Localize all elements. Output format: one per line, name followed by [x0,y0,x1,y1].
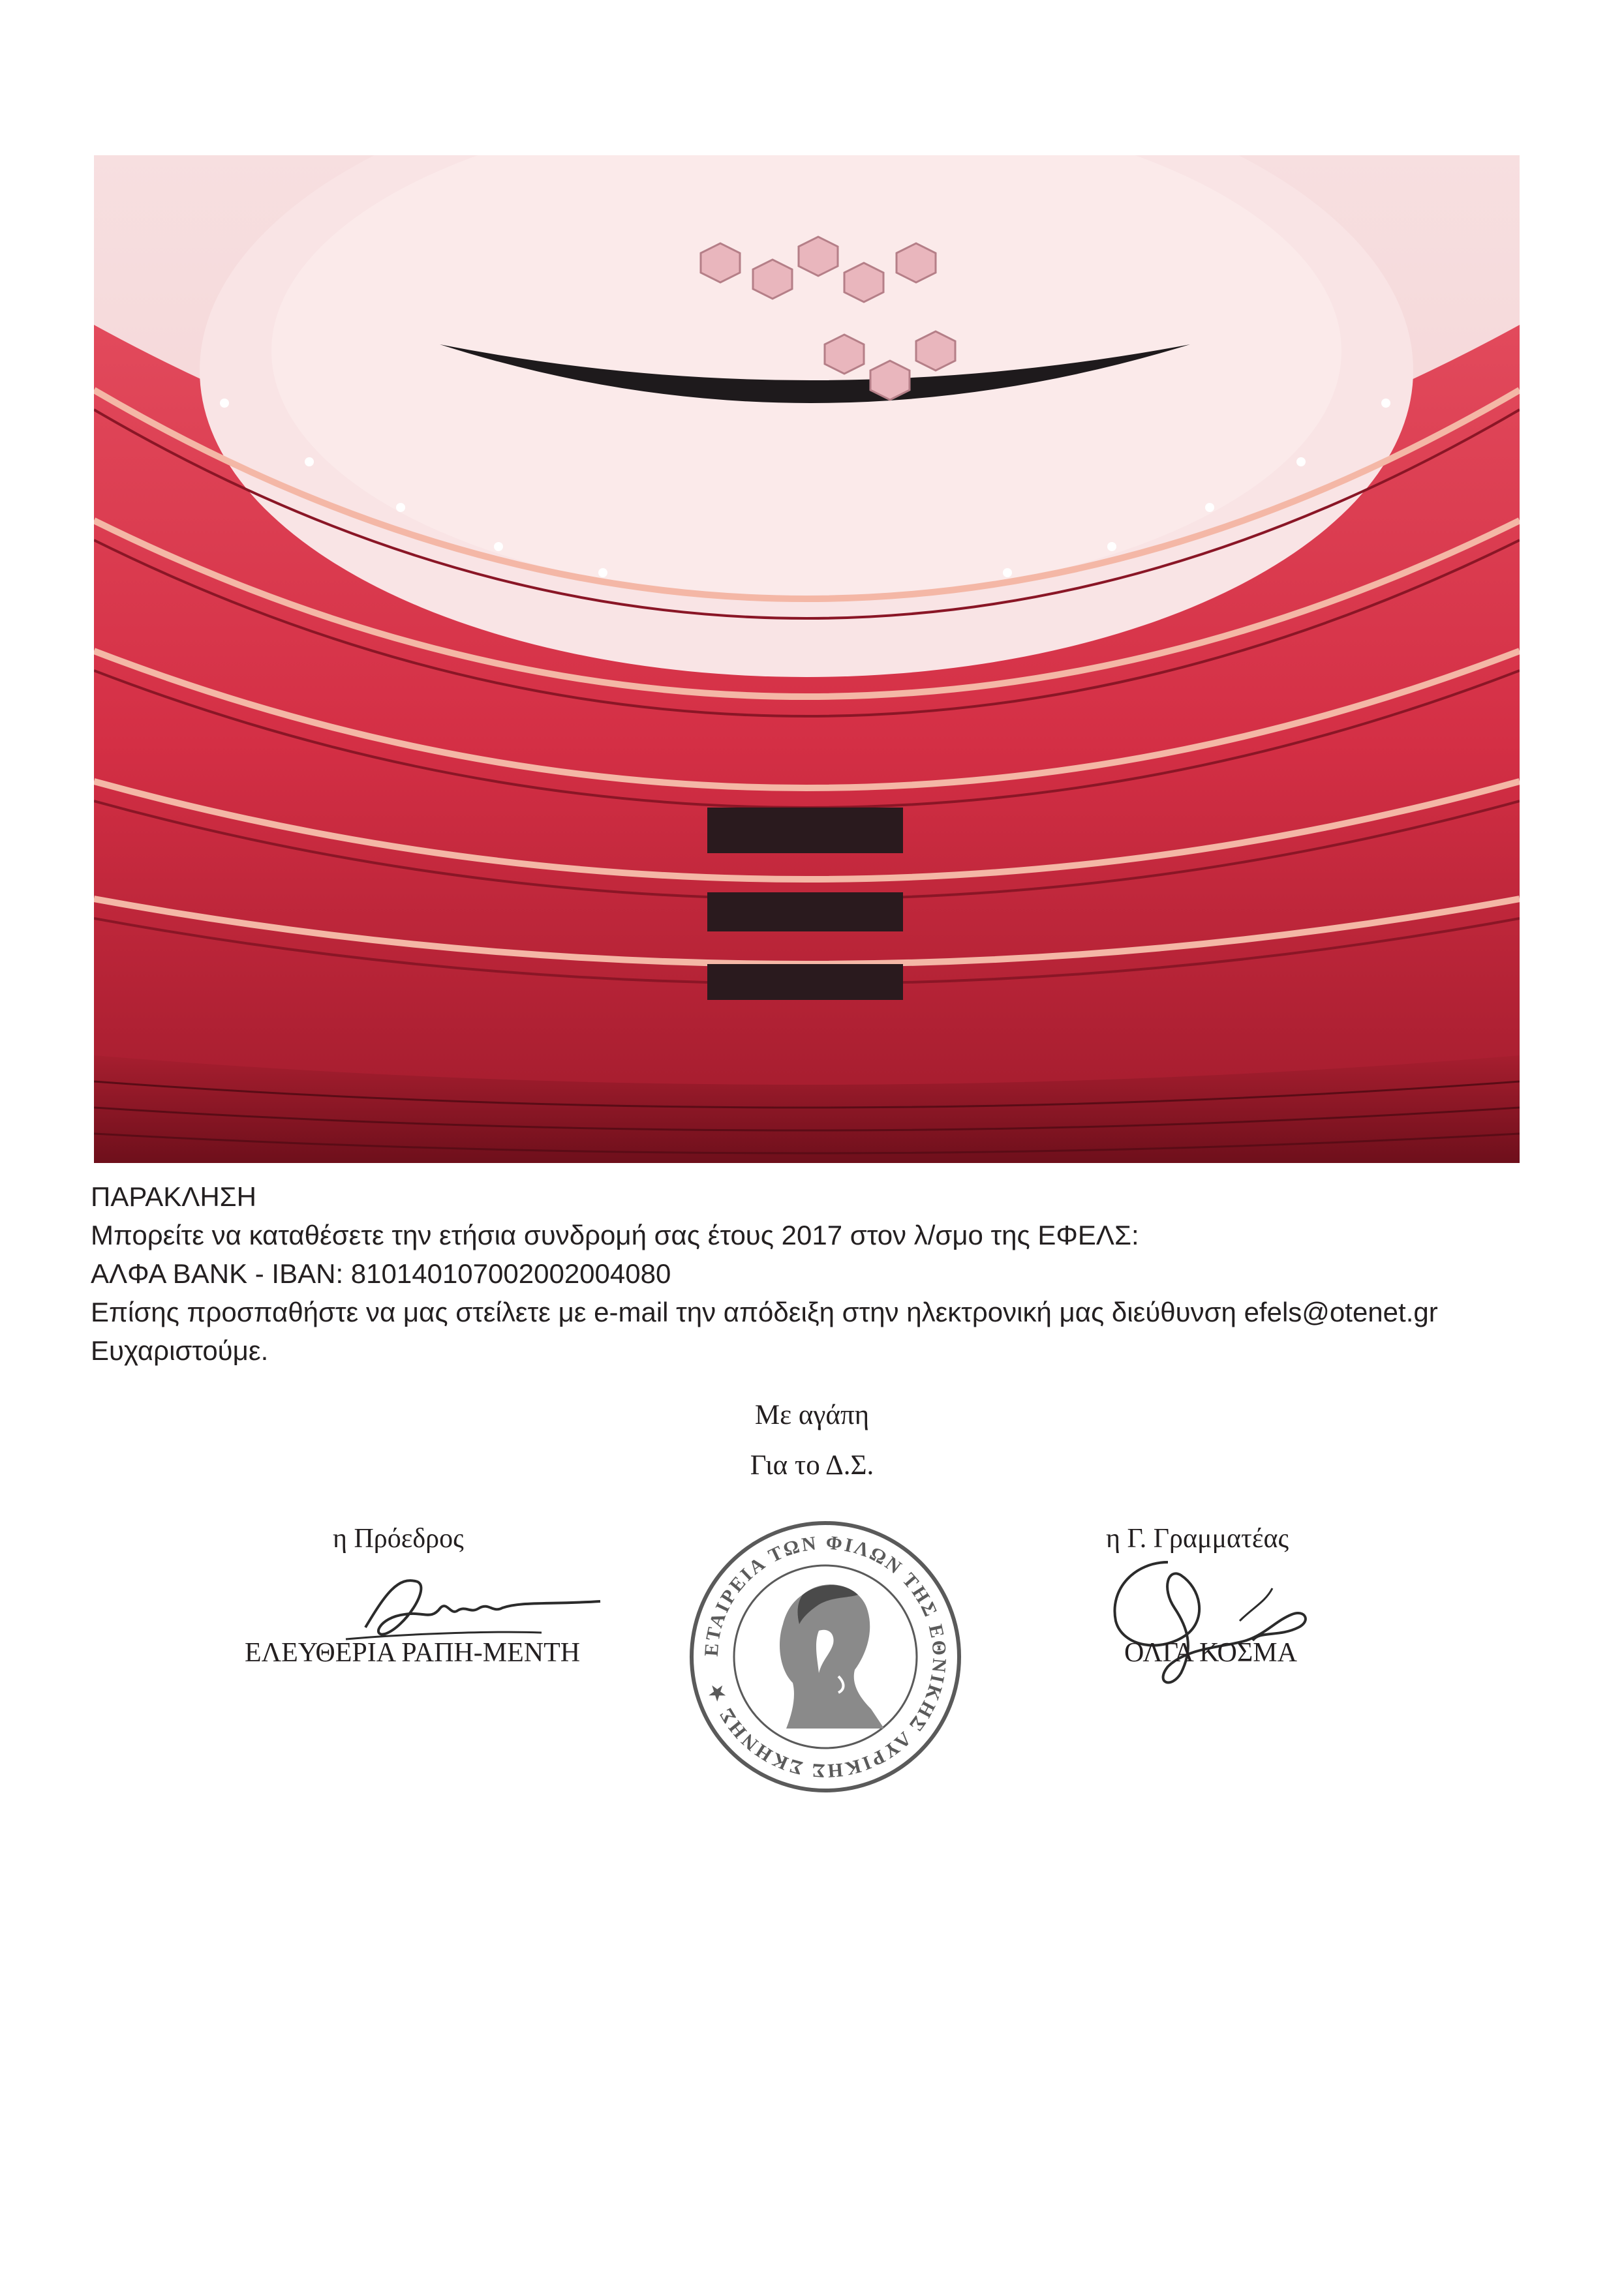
secretary-name: ΟΛΓΑ ΚΟΣΜΑ [1124,1638,1297,1668]
notice-line-email: Επίσης προσπαθήστε να μας στείλετε με e-mail την απόδειξη στην ηλεκτρονική μας διεύθυνση efels@otenet.gr [91,1297,1438,1327]
notice-line-subscription: Μπορείτε να καταθέσετε την ετήσια συνδρομή σας έτους 2017 στον λ/σμο της ΕΦΕΛΣ: [91,1220,1139,1250]
payment-notice [91,1177,1546,1370]
notice-line-thanks: Ευχαριστούμε. [91,1335,269,1366]
secretary-signature [1096,1549,1331,1693]
president-name: ΕΛΕΥΘΕΡΙΑ ΡΑΠΗ-ΜΕΝΤΗ [245,1638,581,1668]
seal-text: ΕΤΑΙΡΕΙΑ ΤΩΝ ΦΙΛΩΝ ΤΗΣ ΕΘΝΙΚΗΣ ΛΥΡΙΚΗΣ ΣΚΗΝΗΣ ★ [700,1532,951,1782]
president-signature [326,1556,607,1647]
secretary-role: η Γ. Γραμματέας [1106,1524,1289,1554]
theatre-illustration [94,155,1520,1163]
society-seal [688,1520,962,1794]
closing-greeting: Με αγάπη [754,1400,870,1430]
theatre-photo [94,155,1520,1163]
president-role: η Πρόεδρος [333,1524,464,1554]
closing-board: Για το Δ.Σ. [750,1450,874,1481]
notice-line-iban: ΑΛΦΑ BANK - IBAN: 810140107002002004080 [91,1258,671,1289]
notice-heading: ΠΑΡΑΚΛΗΣΗ [91,1181,256,1212]
